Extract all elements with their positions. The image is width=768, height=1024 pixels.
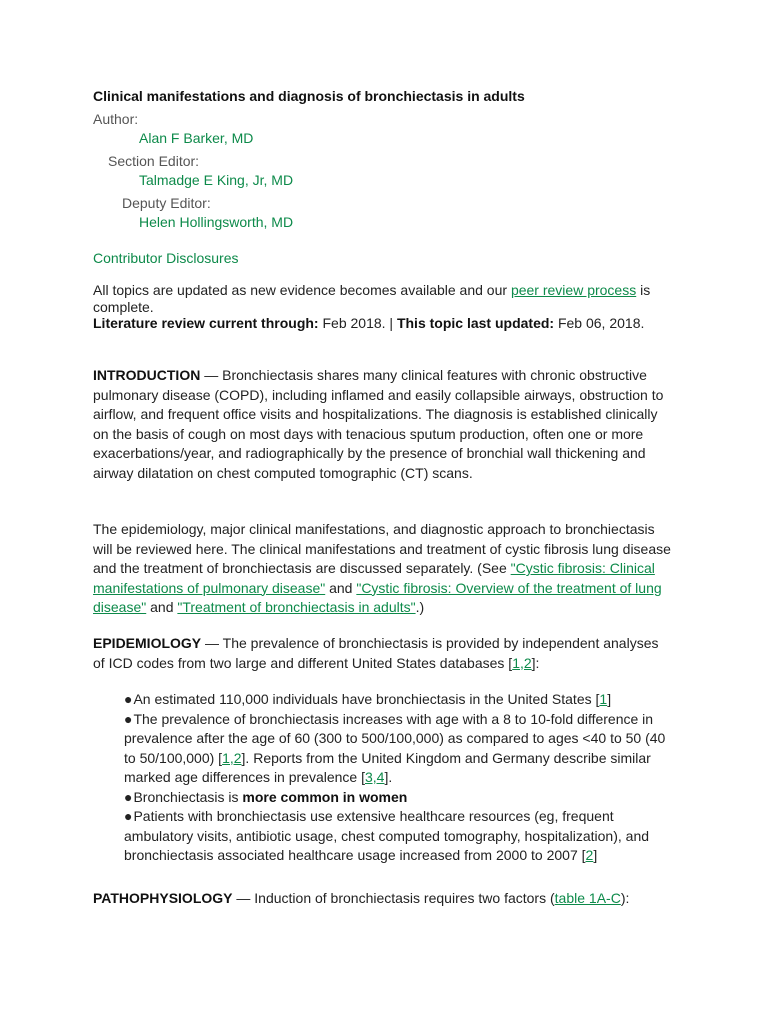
lit-review-value: Feb 2018. |	[318, 315, 397, 331]
last-updated-label: This topic last updated:	[396, 315, 555, 331]
paragraph-end: ):	[620, 890, 630, 906]
list-item	[124, 710, 672, 788]
reference-link[interactable]: 1	[599, 691, 608, 707]
bullet-text: An estimated 110,000 individuals have bronchiectasis in the United States [	[133, 691, 600, 707]
epidemiology-paragraph	[93, 634, 673, 673]
author-label: Author:	[93, 111, 139, 127]
reference-link[interactable]: 3,4	[365, 769, 385, 785]
last-updated-value: Feb 06, 2018.	[554, 315, 645, 331]
page-title: Clinical manifestations and diagnosis of bronchiectasis in adults	[93, 88, 525, 104]
bullet-text: Patients with bronchiectasis use extensive healthcare resources (eg, frequent ambulatory visits, antibiotic usage, chest computed tomography, hospitalization), and bronchiectasis associated healthcare usage increased from 2000 to 2007 [	[124, 808, 650, 863]
reference-link[interactable]: 1,2	[512, 654, 532, 671]
bullet-icon: ●	[124, 808, 133, 824]
epidemiology-text: — The prevalence of bronchiectasis is provided by independent analyses of ICD codes from two large and different United States databases [	[93, 635, 659, 671]
bullet-icon: ●	[124, 691, 133, 707]
overview-paragraph	[93, 520, 673, 618]
contributor-disclosures-link[interactable]: Contributor Disclosures	[93, 250, 239, 266]
peer-review-link[interactable]: peer review process	[510, 282, 637, 298]
deputy-editor-name[interactable]: Helen Hollingsworth, MD	[139, 214, 294, 230]
list-item	[124, 788, 672, 808]
epidemiology-heading: EPIDEMIOLOGY	[93, 635, 202, 651]
pathophysiology-heading: PATHOPHYSIOLOGY	[93, 890, 233, 906]
conjunction-text: and	[325, 579, 357, 596]
reference-link[interactable]: 2	[585, 847, 594, 863]
bullet-text-end: ]	[593, 847, 598, 863]
paragraph-end: .)	[415, 599, 425, 615]
introduction-paragraph	[93, 366, 673, 483]
update-note	[93, 282, 673, 332]
bullet-text: ]. Reports from the United Kingdom and Germany describe similar marked age differences in prevalence [	[124, 749, 651, 785]
pathophysiology-text: — Induction of bronchiectasis requires two factors (	[232, 890, 555, 906]
introduction-heading: INTRODUCTION	[93, 367, 201, 383]
reference-link[interactable]: 1,2	[222, 749, 242, 766]
deputy-editor-label: Deputy Editor:	[122, 195, 211, 211]
paragraph-end: ]:	[531, 654, 540, 671]
section-editor-label: Section Editor:	[108, 153, 200, 169]
section-editor-name[interactable]: Talmadge E King, Jr, MD	[139, 172, 294, 188]
bullet-text-end: ].	[384, 769, 393, 785]
pathophysiology-paragraph	[93, 889, 673, 909]
cf-manifestations-link[interactable]: "Cystic fibrosis: Clinical manifestations of pulmonary disease"	[93, 560, 655, 596]
update-note-text: All topics are updated as new evidence becomes available and our	[93, 282, 511, 298]
bullet-emphasis: more common in women	[242, 788, 408, 805]
table-link[interactable]: table 1A-C	[554, 890, 621, 906]
cf-treatment-link[interactable]: "Cystic fibrosis: Overview of the treatment of lung disease"	[93, 579, 662, 615]
list-item	[124, 690, 672, 710]
lit-review-label: Literature review current through:	[93, 315, 319, 331]
bullet-icon: ●	[124, 710, 133, 727]
update-note-end: is complete.	[93, 282, 651, 315]
bronchiectasis-treatment-link[interactable]: "Treatment of bronchiectasis in adults"	[177, 599, 416, 615]
bullet-text-end: ]	[607, 691, 612, 707]
bullet-text: Bronchiectasis is	[133, 788, 243, 805]
epidemiology-bullets	[124, 690, 672, 866]
author-name[interactable]: Alan F Barker, MD	[139, 130, 254, 146]
list-item	[124, 807, 672, 866]
conjunction-text: and	[146, 599, 178, 615]
introduction-text: — Bronchiectasis shares many clinical features with chronic obstructive pulmonary disease (COPD), including inflamed and easily collapsible airways, obstruction to airflow, and frequent office visits and hospitalizations. The diagnosis is established clinically on the basis of cough on most days with tenacious sputum production, often one or more exacerbations/year, and radiographically by the presence of bronchial wall thickening and airway dilatation on chest computed tomographic (CT) scans.	[93, 367, 664, 481]
bullet-icon: ●	[124, 788, 133, 805]
overview-text: The epidemiology, major clinical manifestations, and diagnostic approach to bronchiectasis will be reviewed here. The clinical manifestations and treatment of cystic fibrosis lung disease and the treatment of bronchiectasis are discussed separately. (See	[93, 521, 671, 576]
bullet-text: The prevalence of bronchiectasis increases with age with a 8 to 10-fold difference in prevalence after the age of 60 (300 to 500/100,000) as compared to ages <40 to 50 (40 to 50/100,000) [	[124, 710, 666, 766]
